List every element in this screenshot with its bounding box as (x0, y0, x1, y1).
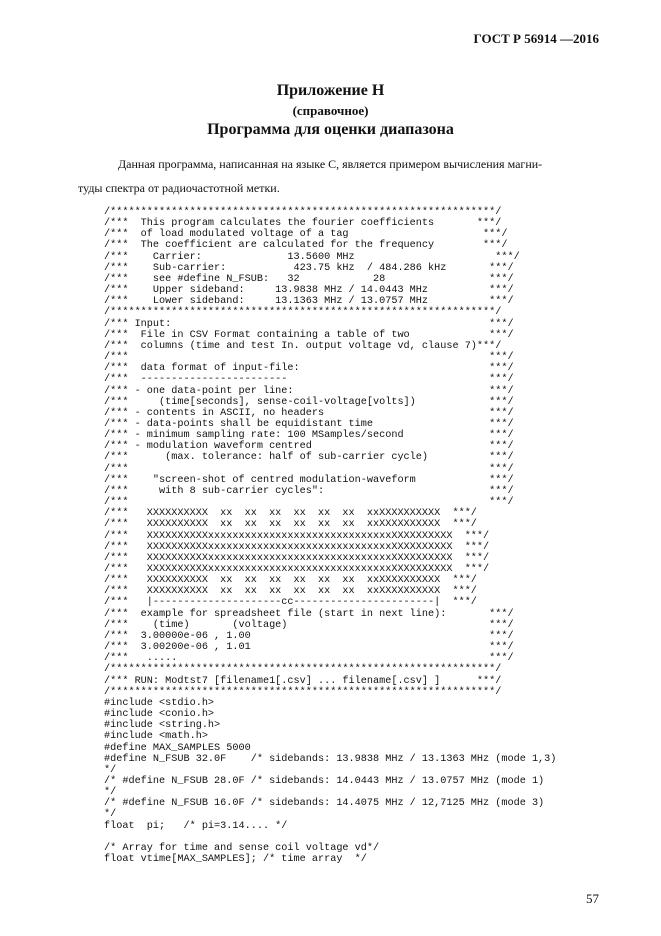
code-line: float pi; /* pi=3.14.... */ (104, 820, 288, 832)
code-line: /*** columns (time and test In. output voltage vd, clause 7)***/ (104, 340, 502, 352)
code-line: /*** - data-points shall be equidistant time ***/ (104, 418, 514, 430)
code-line: /*** Sub-carrier: 423.75 kHz / 484.286 kHz ***/ (104, 262, 514, 274)
code-line: /* #define N_FSUB 16.0F /* sidebands: 14.4075 MHz / 12,7125 MHz (mode 3) (104, 798, 545, 810)
code-line: /*** 3.00000e-06 , 1.00 ***/ (104, 630, 514, 642)
code-line: #include <stdio.h> (104, 697, 215, 709)
code-line: /*** example for spreadsheet file (start in next line): ***/ (104, 608, 514, 620)
appendix-note: (справочное) (292, 103, 369, 118)
code-line: /*** - one data-point per line: ***/ (104, 385, 514, 397)
code-line: /*** of load modulated voltage of a tag ***/ (104, 229, 508, 241)
code-line (104, 832, 556, 843)
code-line: /*** (time) (voltage) ***/ (104, 619, 514, 631)
code-line: */ (104, 764, 117, 776)
code-line: /*** - contents in ASCII, no headers ***/ (104, 407, 514, 419)
code-line: /*** see #define N_FSUB: 32 28 ***/ (104, 273, 514, 285)
code-line: /*** |---------------------cc-----------------------| ***/ (104, 597, 477, 609)
code-line: /*** (max. tolerance: half of sub-carrier cycle) ***/ (104, 452, 514, 464)
code-line: /*** (time[seconds], sense-coil-voltage[volts]) ***/ (104, 396, 514, 408)
code-line: /*** 3.00200e-06 , 1.01 ***/ (104, 642, 514, 654)
code-line: /* #define N_FSUB 28.0F /* sidebands: 14.0443 MHz / 13.0757 MHz (mode 1) (104, 775, 545, 787)
code-line: /*** - modulation waveform centred ***/ (104, 441, 514, 453)
code-line: */ (104, 809, 117, 821)
code-line: /*** ***/ (104, 352, 514, 364)
intro-paragraph (78, 152, 608, 200)
code-line: /*** The coefficient are calculated for the frequency ***/ (104, 240, 508, 252)
code-line: /*** Lower sideband: 13.1363 MHz / 13.0757 MHz ***/ (104, 296, 514, 308)
code-line: /*** Upper sideband: 13.9838 MHz / 14.0443 MHz ***/ (104, 285, 514, 297)
code-line: /*** XXXXXXXXXXxxxxxxxxxxxxxxxxxxxxxxxxxxxxxxXXXXXXXXXX ***/ (104, 552, 490, 564)
appendix-title: Приложение Н (276, 82, 385, 99)
code-line: /*** - minimum sampling rate: 100 MSamples/second ***/ (104, 430, 514, 442)
code-line: #include <string.h> (104, 720, 221, 732)
code-line: /* Array for time and sense coil voltage vd*/ (104, 842, 380, 854)
code-line: /*** This program calculates the fourier coefficients ***/ (104, 218, 502, 230)
code-line: float vtime[MAX_SAMPLES]; /* time array */ (104, 854, 367, 866)
code-line: /*** ..... ***/ (104, 653, 514, 665)
page-number: 57 (586, 891, 599, 906)
code-line: /*** data format of input-file: ***/ (104, 363, 514, 375)
code-line: #define N_FSUB 32.0F /* sidebands: 13.9838 MHz / 13.1363 MHz (mode 1,3) (104, 753, 557, 765)
code-line: /***************************************************************/ (104, 664, 502, 676)
code-line: /*** XXXXXXXXXXxxxxxxxxxxxxxxxxxxxxxxxxxxxxxxXXXXXXXXXX ***/ (104, 541, 490, 553)
code-line: /*** XXXXXXXXXXxxxxxxxxxxxxxxxxxxxxxxxxxxxxxxXXXXXXXXXX ***/ (104, 530, 490, 542)
code-line: /*** XXXXXXXXXXxxxxxxxxxxxxxxxxxxxxxxxxxxxxxxXXXXXXXXXX ***/ (104, 564, 490, 575)
code-line: /*** RUN: Modtst7 [filename1[.csv] ... filename[.csv] ] ***/ (104, 675, 502, 687)
code-line: /*** with 8 sub-carrier cycles": ***/ (104, 485, 514, 497)
code-line: /*** File in CSV Format containing a table of two ***/ (104, 329, 514, 341)
code-line: /*** XXXXXXXXXX xx xx xx xx xx xx xxXXXXXXXXXX ***/ (104, 508, 477, 520)
code-listing (104, 207, 556, 865)
code-line: /*** "screen-shot of centred modulation-waveform ***/ (104, 474, 514, 486)
code-line: */ (104, 787, 117, 799)
intro-line-1: Данная программа, написанная на языке С, является примером вычисления магни- (118, 157, 543, 171)
code-line: /***************************************************************/ (104, 207, 502, 218)
standard-header: ГОСТ Р 56914 —2016 (473, 31, 599, 46)
code-line: /*** Carrier: 13.5600 MHz ***/ (104, 251, 520, 263)
code-line: #include <conio.h> (104, 709, 215, 721)
code-line: #include <math.h> (104, 731, 208, 743)
code-line: /*** Input: ***/ (104, 318, 514, 330)
code-line: /*** ***/ (104, 463, 514, 475)
appendix-subtitle: Программа для оценки диапазона (207, 121, 454, 138)
code-line: /***************************************************************/ (104, 686, 502, 698)
code-line: /***************************************************************/ (104, 307, 502, 319)
code-line: /*** XXXXXXXXXX xx xx xx xx xx xx xxXXXXXXXXXX ***/ (104, 519, 477, 531)
code-line: /*** ***/ (104, 497, 514, 509)
intro-line-2: туды спектра от радиочастотной метки. (78, 181, 280, 195)
code-line: #define MAX_SAMPLES 5000 (104, 742, 251, 754)
code-line: /*** XXXXXXXXXX xx xx xx xx xx xx xxXXXXXXXXXX ***/ (104, 575, 477, 587)
code-line: /*** ------------------------ ***/ (104, 374, 514, 386)
code-line: /*** XXXXXXXXXX xx xx xx xx xx xx xxXXXXXXXXXX ***/ (104, 586, 477, 598)
